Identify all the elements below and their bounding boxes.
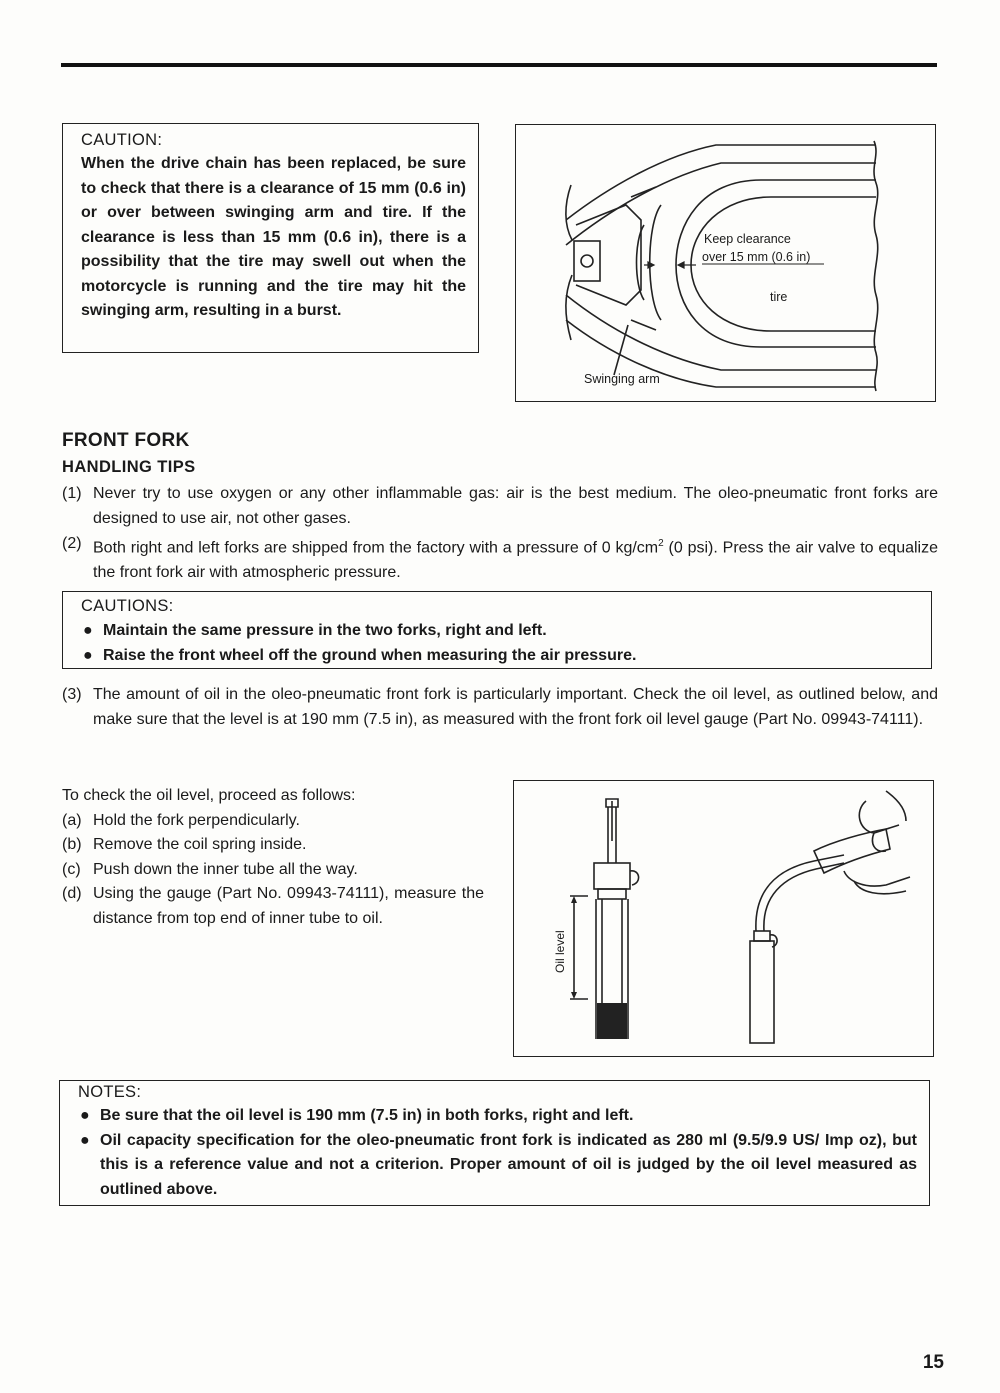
tip-3-number: (3) — [62, 686, 82, 703]
swinging-arm-diagram — [516, 125, 934, 400]
oil-level-procedure — [62, 784, 484, 931]
caution-title: CAUTION: — [81, 131, 163, 149]
oil-level-diagram — [514, 781, 932, 1055]
section-title: FRONT FORK — [62, 430, 190, 451]
tip-3-text: The amount of oil in the oleo-pneumatic front fork is particularly important. Check the oil level, as outlined below, and make sure that the level is at 190 mm (7.5 in), as measured with the front fork oil level gauge (Part No. 09943-74111). — [93, 686, 938, 728]
caution-body: When the drive chain has been replaced, be sure to check that there is a clearance of 15 mm (0.6 in) or over between swinging arm and tire. If the clearance is less than 15 mm (0.6 in), there is a possibility that the tire may swell out when the motorcycle is running and the tire may hit the swinging arm, resulting in a burst. — [81, 155, 466, 319]
tip-2 — [62, 532, 938, 585]
tip-1 — [62, 482, 938, 531]
notes-box — [59, 1080, 930, 1206]
swinging-arm-figure — [515, 124, 936, 402]
bullet-icon: ● — [80, 1131, 90, 1149]
tip-2-number: (2) — [62, 535, 82, 552]
label-keep-clearance: Keep clearance — [704, 232, 791, 246]
notes-title: NOTES: — [78, 1083, 142, 1101]
bullet-icon: ● — [83, 622, 93, 639]
procedure-step: (b) Remove the coil spring inside. — [62, 836, 307, 853]
label-swinging-arm: Swinging arm — [584, 372, 660, 386]
tip-1-text: Never try to use oxygen or any other inflammable gas: air is the best medium. The oleo-pneumatic front forks are designed to use air, not other gases. — [93, 485, 938, 527]
procedure-step: (c) Push down the inner tube all the way. — [62, 860, 358, 878]
cautions-box — [62, 591, 932, 669]
page-number: 15 — [922, 1352, 944, 1373]
procedure-step: (d) Using the gauge (Part No. 09943-74111), measure the distance from top end of inner tube to oil. — [62, 885, 484, 927]
notes-item: ● Oil capacity specification for the oleo-pneumatic front fork is indicated as 280 ml (9.5/9.9 US/ Imp oz), but this is a reference value and not a criterion. Proper amount of oil is judged by the oil level measured as outlined above. — [78, 1129, 917, 1203]
oil-level-figure — [513, 780, 934, 1057]
superscript: 2 — [658, 538, 664, 549]
caution-box — [62, 123, 479, 353]
procedure-step: (a) Hold the fork perpendicularly. — [62, 811, 300, 829]
tip-2-text: Both right and left forks are shipped from the factory with a pressure of 0 $kg/cm^2$ (0 psi). Press the air valve to equalize the front fork air with atmospheric pressure. — [93, 538, 939, 581]
label-clearance-value: over 15 mm (0.6 in) — [702, 250, 811, 264]
cautions-item: ● Maintain the same pressure in the two forks, right and left. — [81, 618, 919, 643]
bullet-icon: ● — [83, 647, 93, 664]
label-oil-level: Oil level — [553, 930, 567, 973]
bullet-icon: ● — [80, 1107, 90, 1124]
cautions-item: ● Raise the front wheel off the ground when measuring the air pressure. — [81, 643, 919, 668]
section-subtitle: HANDLING TIPS — [62, 458, 196, 476]
cautions-title: CAUTIONS: — [81, 597, 174, 615]
procedure-intro: To check the oil level, proceed as follows: — [62, 787, 356, 804]
tip-3 — [62, 683, 938, 732]
notes-item: ● Be sure that the oil level is 190 mm (7.5 in) in both forks, right and left. — [78, 1104, 917, 1129]
top-rule — [61, 63, 937, 67]
tip-1-number: (1) — [62, 485, 82, 502]
label-tire: tire — [770, 290, 788, 304]
